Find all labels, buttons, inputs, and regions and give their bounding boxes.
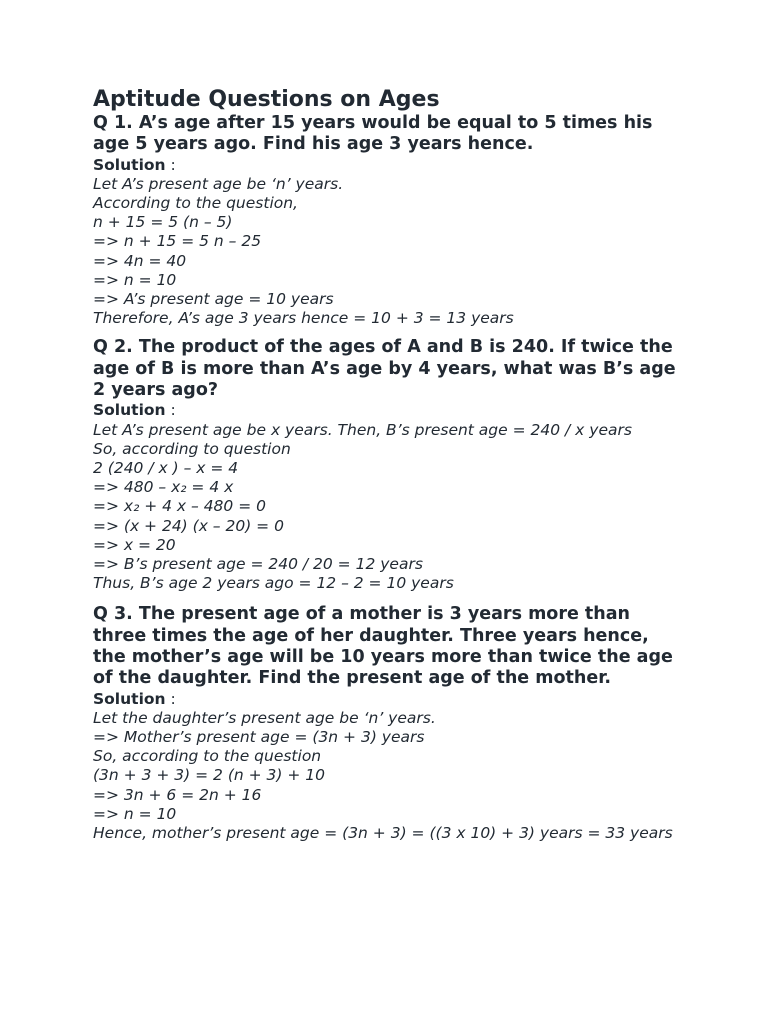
solution-line: => (x + 24) (x – 20) = 0 — [93, 516, 284, 535]
solution-line: => A’s present age = 10 years — [93, 290, 334, 309]
question-1-text: Q 1. A’s age after 15 years would be equal to 5 times his age 5 years ago. Find his age 3 years hence. — [93, 113, 653, 155]
solution-line: => 480 – x₂ = 4 x — [93, 478, 234, 497]
solution-line: => x₂ + 4 x – 480 = 0 — [93, 497, 266, 516]
solution-label-3: Solution : — [93, 689, 176, 708]
solution-line: Thus, B’s age 2 years ago = 12 – 2 = 10 years — [93, 574, 454, 593]
question-block-1 — [93, 113, 683, 328]
question-2-text: Q 2. The product of the ages of A and B is 240. If twice the age of B is more than A’s age by 4 years, what was B’s age 2 years ago? — [93, 337, 676, 401]
solution-line: => 4n = 40 — [93, 251, 187, 270]
solution-label-2: Solution : — [93, 401, 176, 420]
solution-line: So, according to question — [93, 439, 291, 458]
solution-line: Let A’s present age be x years. Then, B’s present age = 240 / x years — [93, 420, 632, 439]
solution-line: Let the daughter’s present age be ‘n’ years. — [93, 708, 436, 727]
page-title: Aptitude Questions on Ages — [93, 87, 440, 112]
solution-line: Therefore, A’s age 3 years hence = 10 + 3 = 13 years — [93, 309, 514, 328]
solution-line: According to the question, — [93, 194, 298, 212]
question-block-3 — [93, 604, 683, 843]
solution-line: (3n + 3 + 3) = 2 (n + 3) + 10 — [93, 766, 326, 785]
solution-line: => n + 15 = 5 n – 25 — [93, 232, 262, 251]
solution-line: => n = 10 — [93, 270, 177, 289]
question-block-2 — [93, 337, 683, 593]
solution-line: So, according to the question — [93, 747, 322, 766]
solution-line: 2 (240 / x ) – x = 4 — [93, 458, 239, 477]
solution-line: => x = 20 — [93, 535, 176, 554]
solution-line: => Mother’s present age = (3n + 3) years — [93, 727, 425, 746]
document-page — [93, 86, 683, 843]
solution-line: => 3n + 6 = 2n + 16 — [93, 785, 262, 804]
solution-line: => n = 10 — [93, 804, 177, 823]
solution-line: n + 15 = 5 (n – 5) — [93, 213, 233, 232]
solution-line: Hence, mother’s present age = (3n + 3) = ((3 x 10) + 3) years = 33 years — [93, 823, 673, 842]
solution-line: => B’s present age = 240 / 20 = 12 years — [93, 554, 423, 573]
question-3-text: Q 3. The present age of a mother is 3 years more than three times the age of her daughter. Three years hence, the mother’s age will be 10 years more than twice the age of the daughter. Find the present age of the mother. — [93, 604, 673, 689]
solution-line: Let A’s present age be ‘n’ years. — [93, 174, 344, 193]
solution-label-1: Solution : — [93, 155, 176, 174]
